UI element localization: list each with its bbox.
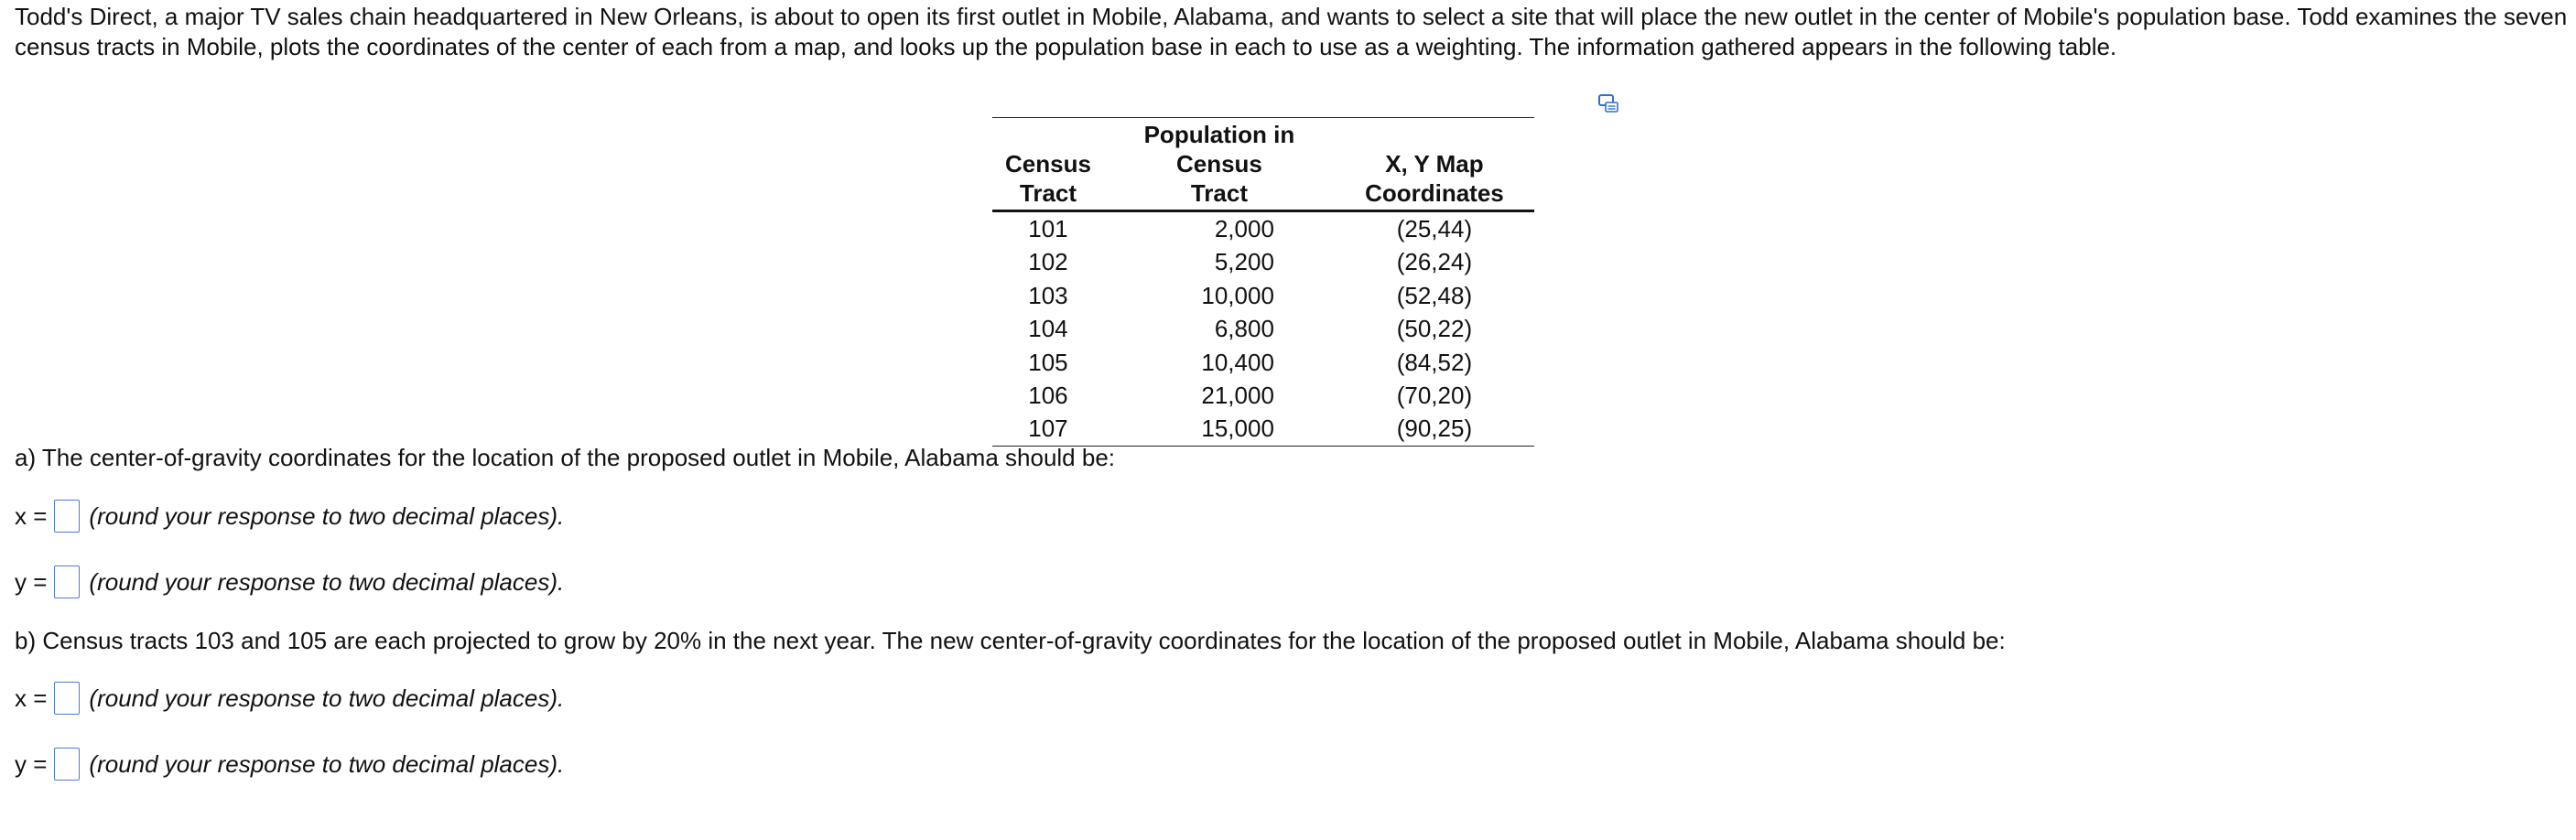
table-row xyxy=(992,379,1534,412)
table-row xyxy=(992,346,1534,379)
cell-coordinates: (84,52) xyxy=(1396,348,1473,376)
copy-table-icon[interactable] xyxy=(1597,93,1619,113)
header-label: Tract xyxy=(1190,179,1248,207)
header-census-tract xyxy=(992,118,1104,211)
part-b-x-answer xyxy=(15,682,564,715)
header-label: X, Y Map xyxy=(1385,150,1484,178)
cell-population: 5,200 xyxy=(1214,248,1274,276)
cell-tract: 102 xyxy=(1028,248,1068,276)
cell-population: 10,400 xyxy=(1201,348,1274,376)
part-b-prompt: b) Census tracts 103 and 105 are each projected to grow by 20% in the next year. The new center-of-gravity coordinates for the location of the proposed outlet in Mobile, Alabama should be: xyxy=(15,627,2006,654)
table-row xyxy=(992,279,1534,312)
census-table xyxy=(992,117,1534,447)
cell-population: 15,000 xyxy=(1104,412,1335,446)
header-label: Census xyxy=(1005,150,1091,178)
part-b-y-hint: (round your response to two decimal places). xyxy=(89,750,565,778)
table-row xyxy=(992,412,1534,446)
table-header-row xyxy=(992,118,1534,211)
part-a-y-answer xyxy=(15,565,564,598)
header-label: Tract xyxy=(1019,179,1077,207)
cell-coordinates: (52,48) xyxy=(1396,281,1473,309)
cell-tract: 105 xyxy=(1028,348,1068,376)
part-a-x-input[interactable] xyxy=(54,500,80,533)
cell-tract: 107 xyxy=(992,412,1104,446)
cell-coordinates: (26,24) xyxy=(1396,248,1473,276)
header-coordinates xyxy=(1335,118,1534,211)
part-b-x-hint: (round your response to two decimal places). xyxy=(89,684,565,712)
table-row xyxy=(992,312,1534,345)
part-b-y-answer xyxy=(15,748,564,781)
cell-tract: 104 xyxy=(1028,315,1068,343)
part-a-x-label: x = xyxy=(15,502,48,530)
part-a-x-answer xyxy=(15,500,564,533)
part-a-y-hint: (round your response to two decimal places). xyxy=(89,568,565,596)
cell-tract: 101 xyxy=(1028,215,1068,242)
cell-population: 10,000 xyxy=(1201,281,1274,309)
header-label: Coordinates xyxy=(1365,179,1504,207)
cell-population: 6,800 xyxy=(1214,315,1274,343)
header-population xyxy=(1104,118,1335,211)
part-b-y-label: y = xyxy=(15,750,48,778)
part-a-y-input[interactable] xyxy=(54,565,80,598)
cell-population: 2,000 xyxy=(1214,215,1274,242)
part-b-x-label: x = xyxy=(15,684,48,712)
part-b-x-input[interactable] xyxy=(54,682,80,715)
part-a-prompt: a) The center-of-gravity coordinates for the location of the proposed outlet in Mobile, Alabama should be: xyxy=(15,444,1116,471)
cell-tract: 106 xyxy=(1028,382,1068,410)
cell-coordinates: (50,22) xyxy=(1396,315,1473,343)
header-label: Population in Census xyxy=(1143,121,1295,178)
part-a-x-hint: (round your response to two decimal places). xyxy=(89,502,565,530)
part-a-y-label: y = xyxy=(15,568,48,596)
table-row xyxy=(992,245,1534,278)
cell-coordinates: (70,20) xyxy=(1396,382,1473,410)
cell-population: 21,000 xyxy=(1201,382,1274,410)
part-b-y-input[interactable] xyxy=(54,748,80,781)
cell-coordinates: (25,44) xyxy=(1396,215,1473,242)
problem-statement: Todd's Direct, a major TV sales chain headquartered in New Orleans, is about to open its first outlet in Mobile, Alabama, and wants to select a site that will place the new outlet in the center of Mobile's population base. Todd examines the seven census tracts in Mobile, plots the coordinates of the center of each from a map, and looks up the population base in each to use as a weighting. The information gathered appears in the following table. xyxy=(15,3,2568,60)
table-row xyxy=(992,211,1534,246)
cell-coordinates: (90,25) xyxy=(1335,412,1534,446)
cell-tract: 103 xyxy=(1028,281,1068,309)
